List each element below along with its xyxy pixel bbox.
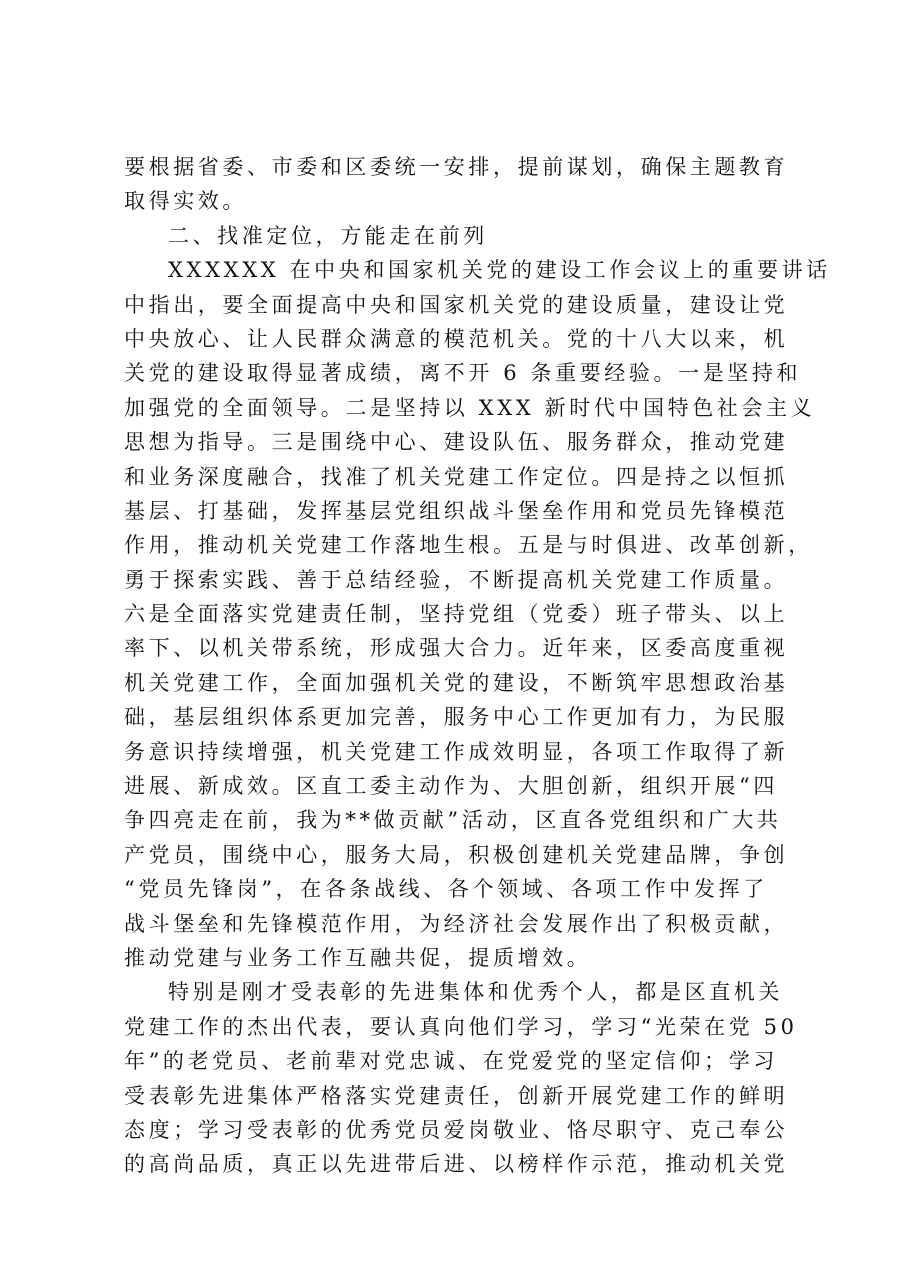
document-body [124, 150, 831, 1182]
text-line: 关党的建设取得显著成绩，离不开 6 条重要经验。一是坚持和 [124, 361, 802, 386]
text-line: XXXXXX 在中央和国家机关党的建设工作会议上的重要讲话 [168, 258, 831, 283]
section-heading: 二、找准定位，方能走在前列 [168, 223, 488, 248]
text-line: 率下、以机关带系统，形成强大合力。近年来，区委高度重视 [124, 636, 789, 661]
text-line: 要根据省委、市委和区委统一安排，提前谋划，确保主题教育 [124, 155, 789, 179]
text-line: 推动党建与业务工作互融共促，提质增效。 [124, 945, 592, 970]
text-line: 取得实效。 [124, 189, 247, 214]
text-line: 受表彰先进集体严格落实党建责任，创新开展党建工作的鲜明 [124, 1083, 789, 1108]
text-line: 产党员，围绕中心，服务大局，积极创建机关党建品牌，争创 [124, 842, 789, 867]
text-line: 的高尚品质，真正以先进带后进、以榜样作示范，推动机关党 [124, 1152, 789, 1177]
text-line: 基层、打基础，发挥基层党组织战斗堡垒作用和党员先锋模范 [124, 498, 789, 523]
text-line: 年”的老党员、老前辈对党忠诚、在党爱党的坚定信仰；学习 [124, 1049, 778, 1074]
text-line: 战斗堡垒和先锋模范作用，为经济社会发展作出了积极贡献， [124, 911, 789, 936]
text-line: 特别是刚才受表彰的先进集体和优秀个人，都是区直机关 [168, 980, 783, 1005]
text-line: 党建工作的杰出代表，要认真向他们学习，学习“光荣在党 50 [124, 1014, 798, 1039]
text-line: 进展、新成效。区直工委主动作为、大胆创新，组织开展“四 [124, 774, 778, 799]
text-line: 中指出，要全面提高中央和国家机关党的建设质量，建设让党 [124, 292, 789, 317]
text-line: 中央放心、让人民群众满意的模范机关。党的十八大以来，机 [124, 326, 789, 351]
text-line: 六是全面落实党建责任制，坚持党组（党委）班子带头、以上 [124, 602, 789, 627]
text-line: “党员先锋岗”，在各条战线、各个领域、各项工作中发挥了 [124, 877, 768, 902]
text-line: 态度；学习受表彰的优秀党员爱岗敬业、恪尽职守、克己奉公 [124, 1117, 789, 1142]
text-line: 作用，推动机关党建工作落地生根。五是与时俱进、改革创新， [124, 533, 813, 558]
text-line: 机关党建工作，全面加强机关党的建设，不断筑牢思想政治基 [124, 670, 789, 695]
text-line: 勇于探索实践、善于总结经验，不断提高机关党建工作质量。 [124, 567, 789, 592]
text-line: 思想为指导。三是围绕中心、建设队伍、服务群众，推动党建 [124, 430, 789, 455]
text-line: 础，基层组织体系更加完善，服务中心工作更加有力，为民服 [124, 705, 789, 730]
text-line: 争四亮走在前，我为**做贡献”活动，区直各党组织和广大共 [124, 808, 782, 833]
text-line: 和业务深度融合，找准了机关党建工作定位。四是持之以恒抓 [124, 464, 789, 489]
text-line: 加强党的全面领导。二是坚持以 XXX 新时代中国特色社会主义 [124, 395, 816, 420]
text-line: 务意识持续增强，机关党建工作成效明显，各项工作取得了新 [124, 739, 789, 764]
